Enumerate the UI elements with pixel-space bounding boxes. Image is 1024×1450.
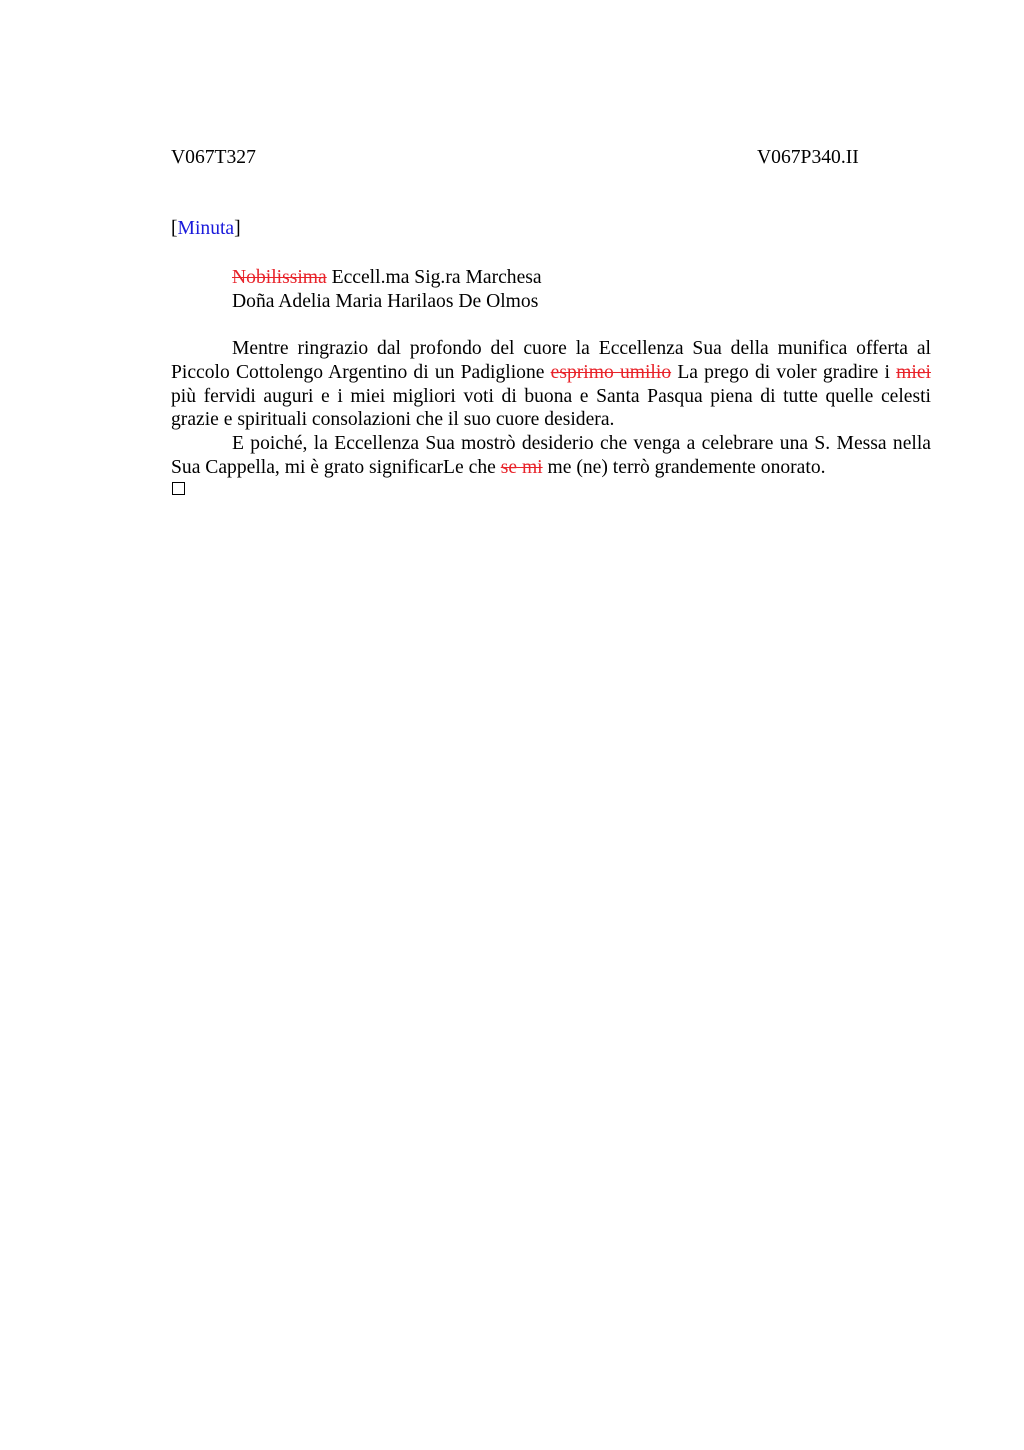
deleted-word-nobilissima: Nobilissima	[232, 267, 327, 288]
addressee-title: Eccell.ma Sig.ra Marchesa	[326, 267, 542, 288]
deleted-phrase-esprimo-umilio: esprimo umilio	[550, 361, 672, 383]
paragraph-2-text-b: me (ne) terrò grandemente onorato.	[542, 456, 826, 478]
addressee-line-2: Doña Adelia Maria Harilaos De Olmos	[232, 291, 539, 312]
addressee-line-1	[232, 266, 542, 290]
deleted-word-miei: miei	[896, 361, 931, 383]
paragraph-2	[171, 432, 931, 480]
paragraph-1-text-c: più fervidi auguri e i miei migliori voti di buona e Santa Pasqua piena di tutte quelle celesti grazie e spirituali consolazioni che il suo cuore desidera.	[171, 385, 931, 431]
paragraph-1	[171, 337, 931, 432]
deleted-phrase-se-mi: se mi	[500, 456, 543, 478]
minuta-label: Minuta	[177, 218, 235, 239]
paragraph-1-text-b: La prego di voler gradire i	[671, 361, 897, 383]
minuta-label-line	[171, 218, 241, 240]
document-code-left: V067T327	[171, 147, 256, 168]
addressee-block	[232, 266, 542, 314]
paragraph-2-text-a: E poiché, la Eccellenza Sua mostrò desiderio che venga a celebrare una S. Messa nella Sua Cappella, mi è grato significarLe che	[171, 433, 931, 478]
empty-square-icon	[172, 482, 185, 495]
document-code-right: V067P340.II	[757, 147, 859, 168]
minuta-close-bracket: ]	[234, 218, 241, 239]
letter-body	[171, 337, 931, 480]
paragraph-1-text-a: Mentre ringrazio dal profondo del cuore la Eccellenza Sua della munifica offerta al Piccolo Cottolengo Argentino di un Padiglione	[171, 338, 931, 383]
minuta-open-bracket: [	[171, 218, 178, 239]
